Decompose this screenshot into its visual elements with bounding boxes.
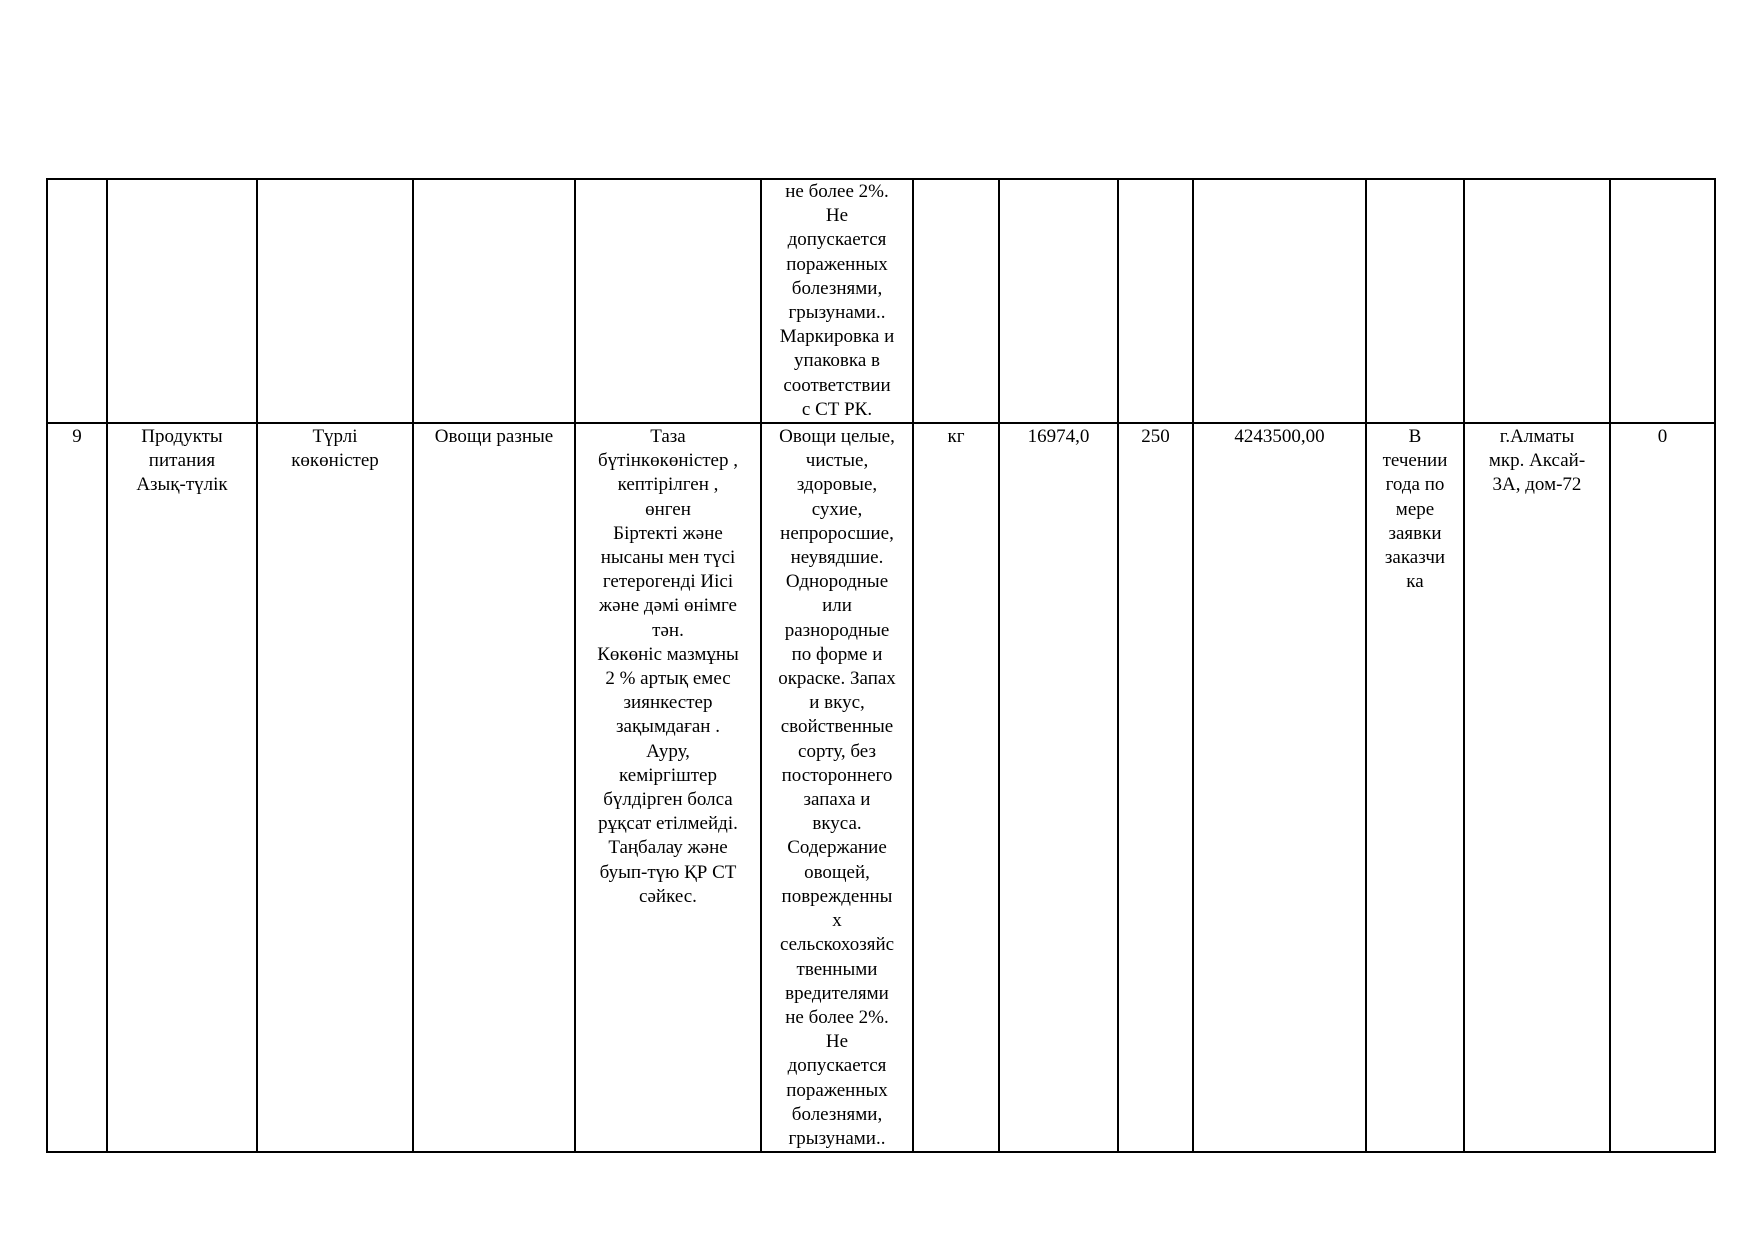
table-row-continuation [47,179,1715,423]
cell-quantity: 16974,0 [999,423,1118,1152]
cell-delivery-time [1366,179,1464,423]
cell-name-ru: Овощи разные [413,423,575,1152]
cell-quantity [999,179,1118,423]
cell-characteristics-ru: Овощи целые, чистые, здоровые, сухие, непроросшие, неувядшие. Однородные или разнородные по форме и окраске. Запах и вкус, свойственные сорту, без постороннего запаха и вкуса. Содержание овощей, поврежденны х сельскохозяйс твенными вредителями не более 2%. Не допускается пораженных болезнями, грызунами.. [761,423,913,1152]
cell-number [47,179,107,423]
procurement-table-grid [46,178,1716,1153]
cell-category: Продукты питания Азық-түлік [107,423,257,1152]
cell-delivery-time: В течении года по мере заявки заказчи ка [1366,423,1464,1152]
cell-unit [913,179,999,423]
cell-price [1118,179,1193,423]
cell-characteristics-kz [575,179,761,423]
cell-unit: кг [913,423,999,1152]
cell-advance [1610,179,1715,423]
cell-price: 250 [1118,423,1193,1152]
cell-name-kz: Түрлі көкөністер [257,423,413,1152]
procurement-table [46,178,1716,1153]
cell-category [107,179,257,423]
cell-number: 9 [47,423,107,1152]
cell-characteristics-kz: Таза бүтінкөкөністер , кептірілген , өнген Біртекті және нысаны мен түсі гетерогенді Иісі және дәмі өнімге тән. Көкөніс мазмұны 2 % артық емес зиянкестер зақымдаған . Ауру, кеміргіштер бүлдірген болса рұқсат етілмейді. Таңбалау және буып-түю ҚР СТ сәйкес. [575,423,761,1152]
cell-delivery-place: г.Алматы мкр. Аксай- 3А, дом-72 [1464,423,1610,1152]
cell-delivery-place [1464,179,1610,423]
cell-sum [1193,179,1366,423]
cell-characteristics-ru: не более 2%. Не допускается пораженных болезнями, грызунами.. Маркировка и упаковка в соответствии с СТ РК. [761,179,913,423]
cell-name-kz [257,179,413,423]
cell-name-ru [413,179,575,423]
cell-advance: 0 [1610,423,1715,1152]
table-row-9 [47,423,1715,1152]
cell-sum: 4243500,00 [1193,423,1366,1152]
